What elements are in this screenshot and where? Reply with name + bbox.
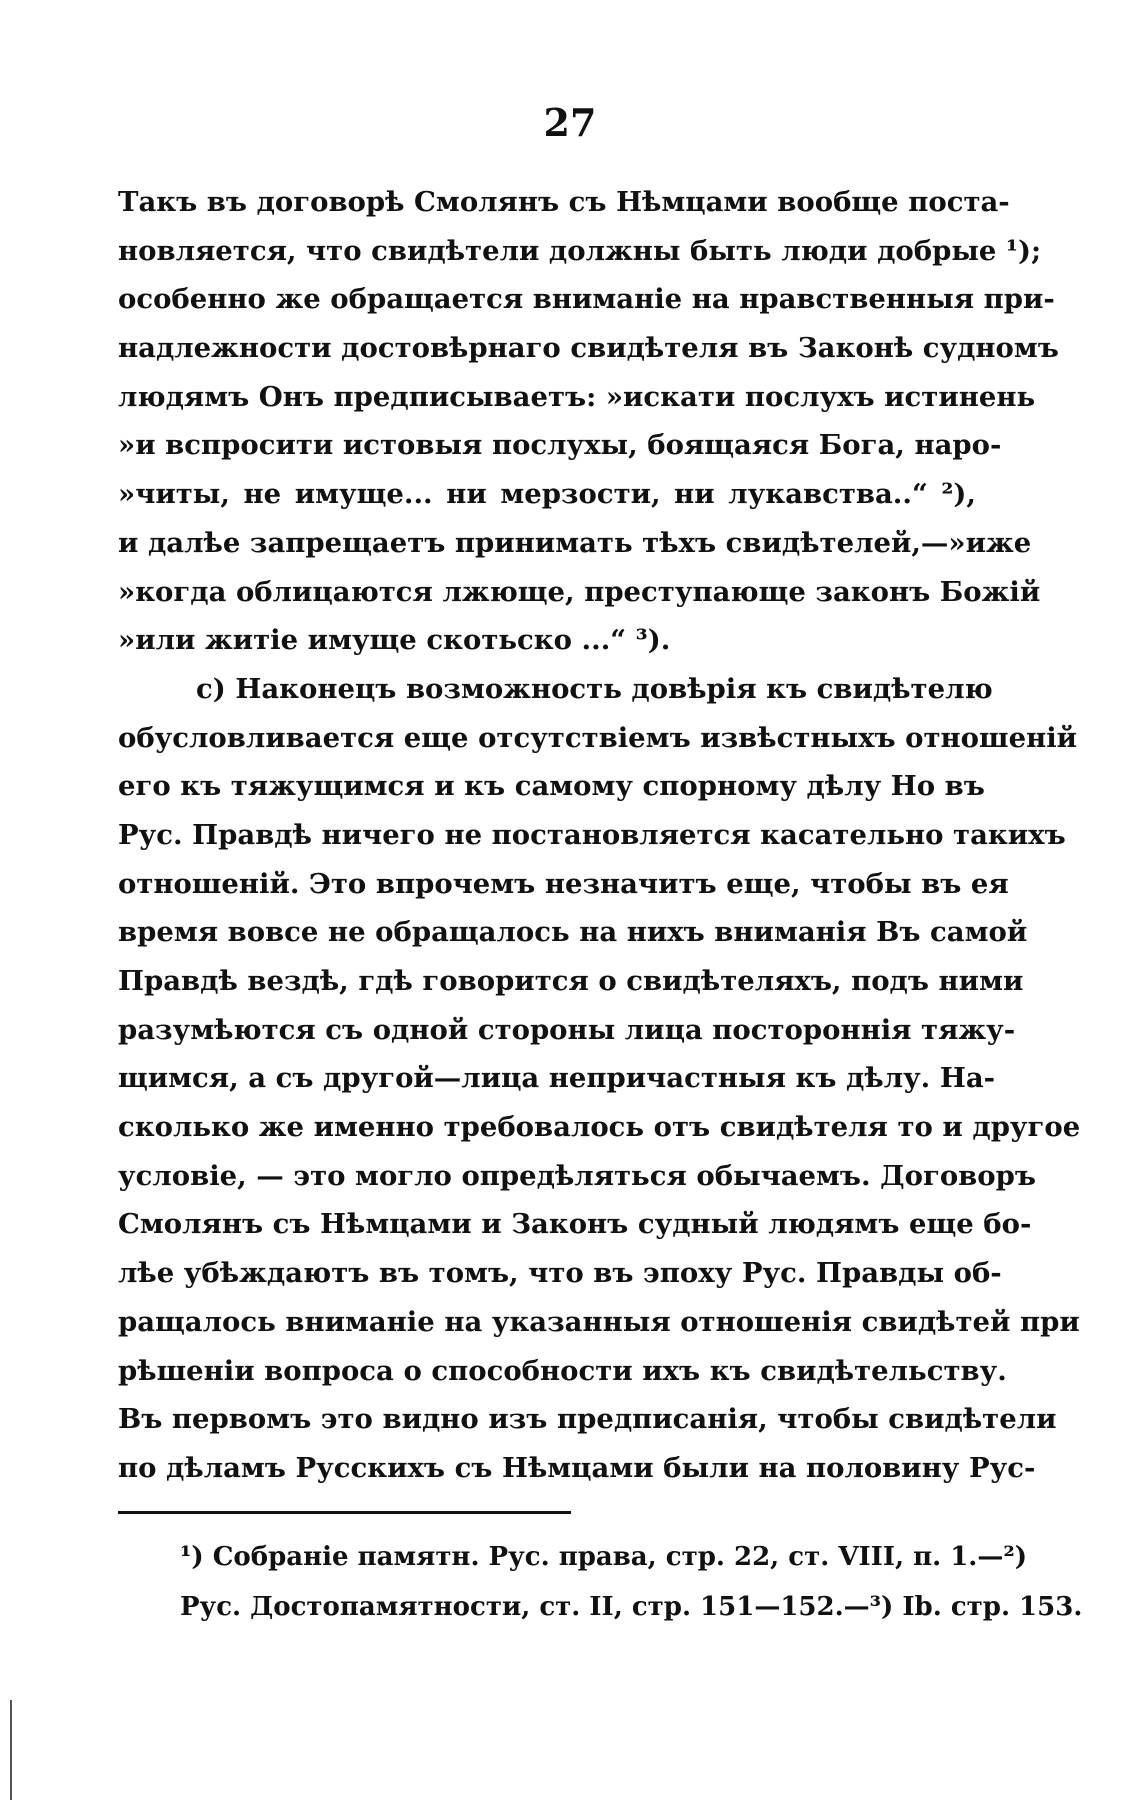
text-line: »когда облицаются лжюще, преступающе законъ Божій [118, 575, 1041, 608]
text-line: и далѣе запрещаетъ принимать тѣхъ свидѣтелей,—»иже [118, 526, 1032, 559]
footnote-separator [118, 1511, 571, 1514]
text-line: Рус. Правдѣ ничего не постановляется касательно такихъ [118, 818, 1066, 851]
text-line: по дѣламъ Русскихъ съ Нѣмцами были на половину Рус- [118, 1451, 1036, 1484]
paragraph-start-line: c) Наконецъ возможность довѣрія къ свидѣтелю [196, 672, 993, 705]
text-line: отношеній. Это впрочемъ незначитъ еще, чтобы въ ея [118, 867, 1009, 900]
scan-margin-mark [10, 1700, 12, 1800]
text-line: надлежности достовѣрнаго свидѣтеля въ Законѣ судномъ [118, 332, 1059, 365]
text-line: новляется, что свидѣтели должны быть люди добрые ¹); [118, 234, 1042, 267]
text-line: щимся, а съ другой—лица непричастныя къ дѣлу. На- [118, 1062, 996, 1095]
text-line: время вовсе не обращалось на нихъ вниманія Въ самой [118, 916, 1028, 949]
text-line: ращалось вниманіе на указанныя отношенія свидѣтей при [118, 1305, 1080, 1338]
body-text [118, 178, 1081, 1493]
text-line: »и вспросити истовыя послухы, боящаяся Бога, наро- [118, 429, 1002, 462]
text-line: условіе, — это могло опредѣляться обычаемъ. Договоръ [118, 1159, 1036, 1192]
text-line: разумѣются съ одной стороны лица постороннія тяжу- [118, 1013, 1016, 1046]
text-line: обусловливается еще отсутствіемъ извѣстныхъ отношеній [118, 721, 1078, 754]
text-line: »или житіе имуще скотьско ...“ ³). [118, 624, 671, 657]
text-line: Въ первомъ это видно изъ предписанія, чтобы свидѣтели [118, 1403, 1057, 1436]
text-line: людямъ Онъ предписываетъ: »искати послухъ истинень [118, 380, 1036, 413]
text-line: сколько же именно требовалось отъ свидѣтеля то и другое [118, 1111, 1081, 1144]
text-line: Такъ въ договорѣ Смолянъ съ Нѣмцами вообще поста- [118, 186, 1010, 218]
text-line: Смолянъ съ Нѣмцами и Законъ судный людямъ еще бо- [118, 1208, 1032, 1241]
text-line: »читы, не имуще... ни мерзости, ни лукавства..“ ²), [118, 478, 976, 511]
text-line: лѣе убѣждаютъ въ томъ, что въ эпоху Рус. Правды об- [118, 1257, 1002, 1290]
footnotes [180, 1532, 1083, 1632]
footnote-line: ¹) Собраніе памятн. Рус. права, стр. 22, ст. VIII, п. 1.—²) [180, 1542, 1028, 1572]
text-line: рѣшеніи вопроса о способности ихъ къ свидѣтельству. [118, 1354, 1007, 1387]
page-number: 27 [543, 100, 597, 145]
footnote-line: Рус. Достопамятности, ст. II, стр. 151—152.—³) Ib. стр. 153. [180, 1592, 1083, 1622]
text-line: его къ тяжущимся и къ самому спорному дѣлу Но въ [118, 770, 985, 803]
text-line: Правдѣ вездѣ, гдѣ говорится о свидѣтеляхъ, подъ ними [118, 965, 1024, 997]
text-line: особенно же обращается вниманіе на нравственныя при- [118, 283, 1055, 316]
